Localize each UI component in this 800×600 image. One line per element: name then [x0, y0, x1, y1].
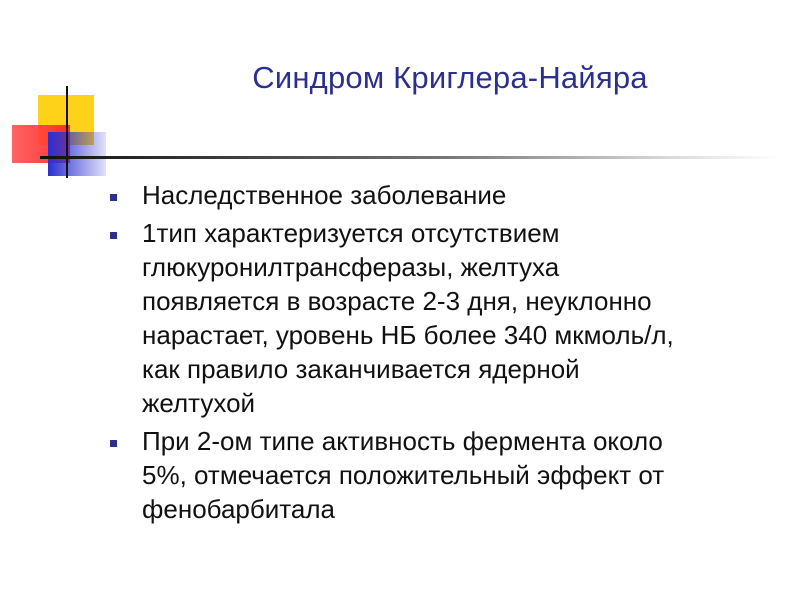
bullet-item	[110, 178, 780, 212]
bullet-item	[110, 424, 780, 526]
slide-title: Синдром Криглера-Найяра	[252, 60, 648, 95]
bullet-text: 1тип характеризуется отсутствием глюкуронилтрансферазы, желтуха появляется в возрасте 2-3 дня, неуклонно нарастает, уровень НБ более 340 мкмоль/л, как правило заканчивается ядерной желтухой	[142, 218, 674, 418]
decor-blue-square	[48, 132, 106, 176]
title-divider-line	[40, 156, 780, 159]
bullet-text: Наследственное заболевание	[142, 180, 507, 210]
bullet-square-icon	[110, 194, 117, 201]
decor-vertical-line	[66, 86, 68, 178]
bullet-square-icon	[110, 232, 117, 239]
bullet-text: При 2-ом типе активность фермента около 5%, отмечается положительный эффект от фенобарбитала	[142, 426, 665, 524]
bullet-square-icon	[110, 440, 117, 447]
bullet-item	[110, 216, 780, 420]
bullet-list	[110, 178, 780, 530]
